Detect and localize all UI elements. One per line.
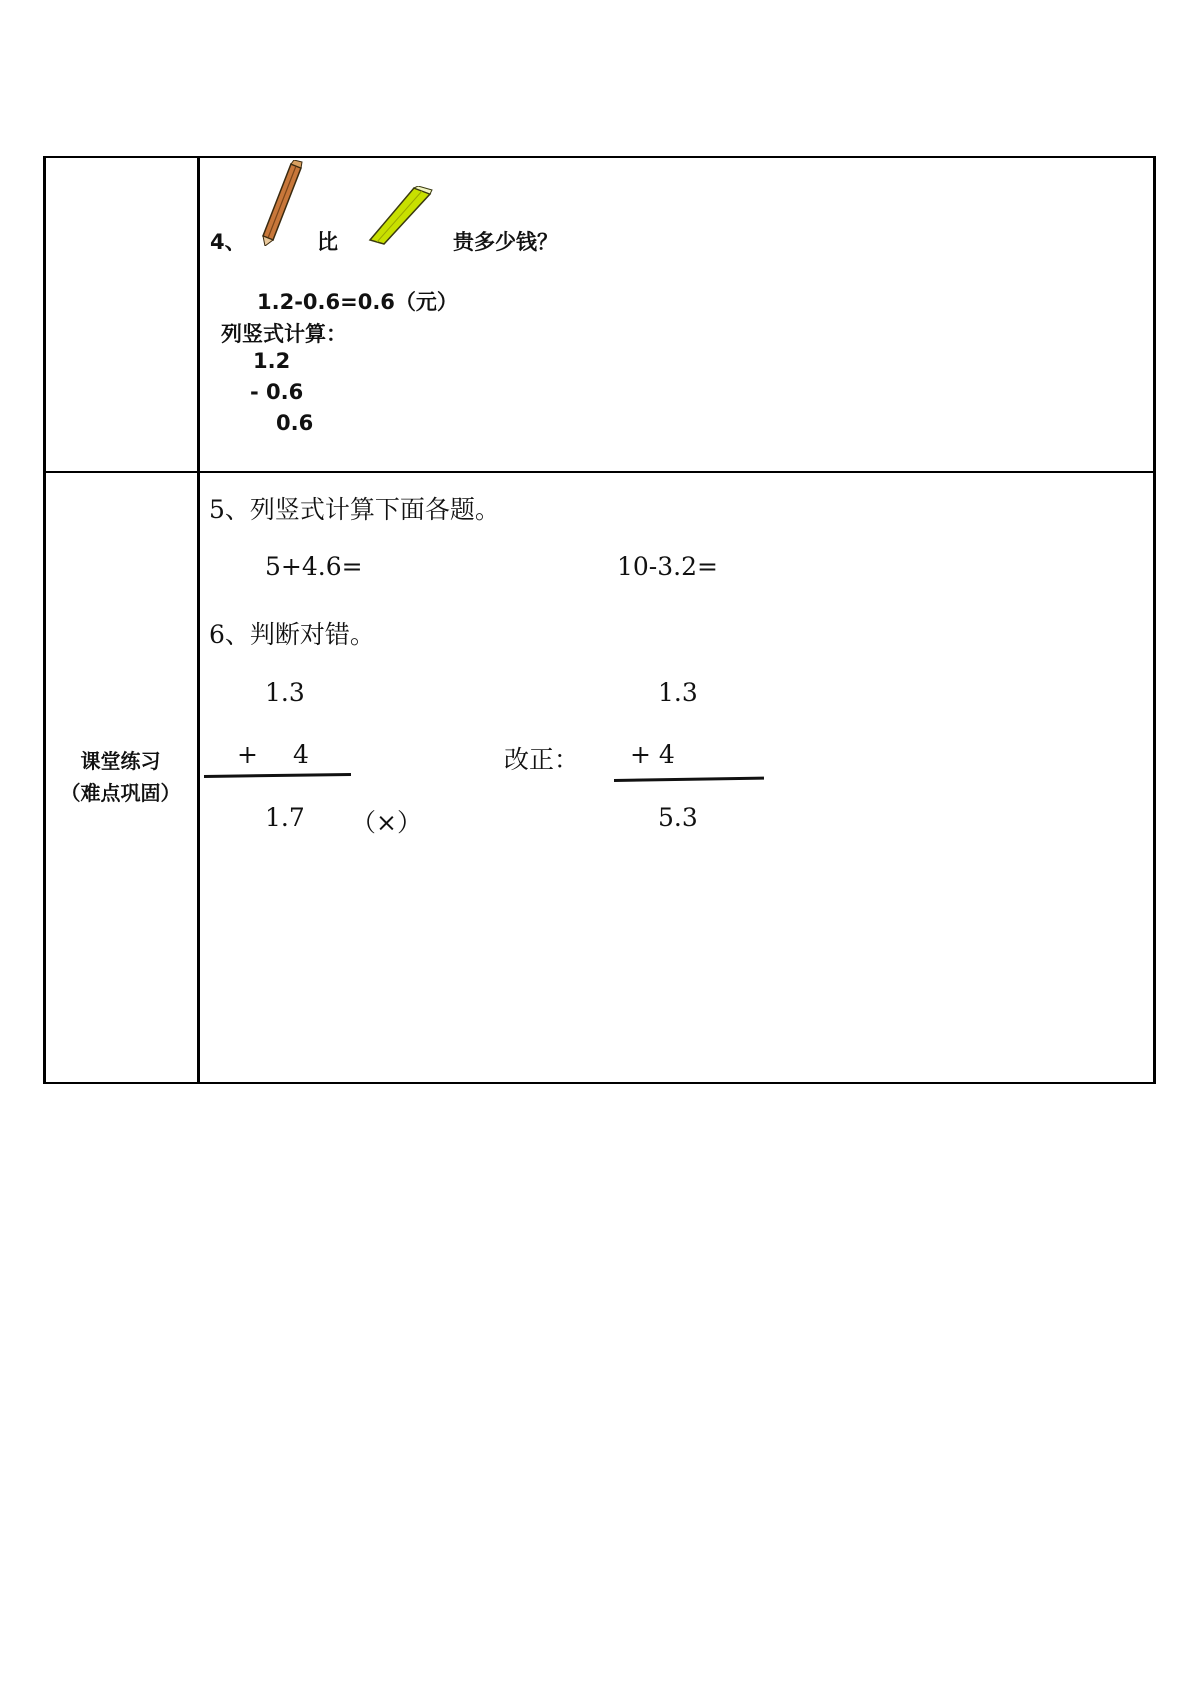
q6-title: 6、判断对错。 bbox=[209, 620, 375, 649]
wrong-calc-result: 1.7 bbox=[265, 803, 305, 832]
row-label bbox=[43, 745, 198, 809]
wrong-calc-plus-sign: + bbox=[237, 740, 258, 769]
pencil-icon bbox=[255, 160, 305, 246]
q5-title: 5、列竖式计算下面各题。 bbox=[209, 495, 500, 524]
correct-calc-top: 1.3 bbox=[658, 678, 698, 707]
correction-label: 改正： bbox=[504, 745, 580, 774]
equation: 1.2-0.6=0.6（元） bbox=[257, 290, 458, 314]
table-top-border bbox=[43, 156, 1156, 158]
table-left-border bbox=[43, 156, 46, 1084]
question-number: 4、 bbox=[210, 230, 246, 254]
q5-expression-1: 5+4.6= bbox=[265, 552, 363, 581]
correct-calc-result: 5.3 bbox=[658, 803, 698, 832]
column-divider bbox=[197, 156, 200, 1084]
vertical-result: 0.6 bbox=[276, 411, 314, 435]
table-right-border bbox=[1153, 156, 1156, 1084]
wrong-calc-top: 1.3 bbox=[265, 678, 305, 707]
row-divider bbox=[43, 471, 1156, 473]
vertical-calc-title: 列竖式计算： bbox=[221, 322, 347, 346]
ruler-icon bbox=[368, 186, 434, 248]
table-bottom-border bbox=[43, 1082, 1156, 1084]
row-label-line1: 课堂练习 bbox=[80, 749, 161, 773]
q5-expression-2: 10-3.2= bbox=[617, 552, 718, 581]
wrong-calc-underline bbox=[204, 773, 351, 778]
wrong-mark: （×） bbox=[351, 808, 422, 837]
correct-calc-addend-row: + 4 bbox=[630, 740, 675, 769]
compare-word: 比 bbox=[317, 230, 338, 254]
wrong-calc-addend: 4 bbox=[293, 740, 309, 769]
row-label-line2: （难点巩固） bbox=[60, 781, 181, 805]
vertical-top-number: 1.2 bbox=[253, 349, 291, 373]
correct-calc-underline bbox=[614, 777, 764, 782]
vertical-minus-row: - 0.6 bbox=[250, 380, 304, 404]
question-tail: 贵多少钱？ bbox=[453, 230, 558, 254]
